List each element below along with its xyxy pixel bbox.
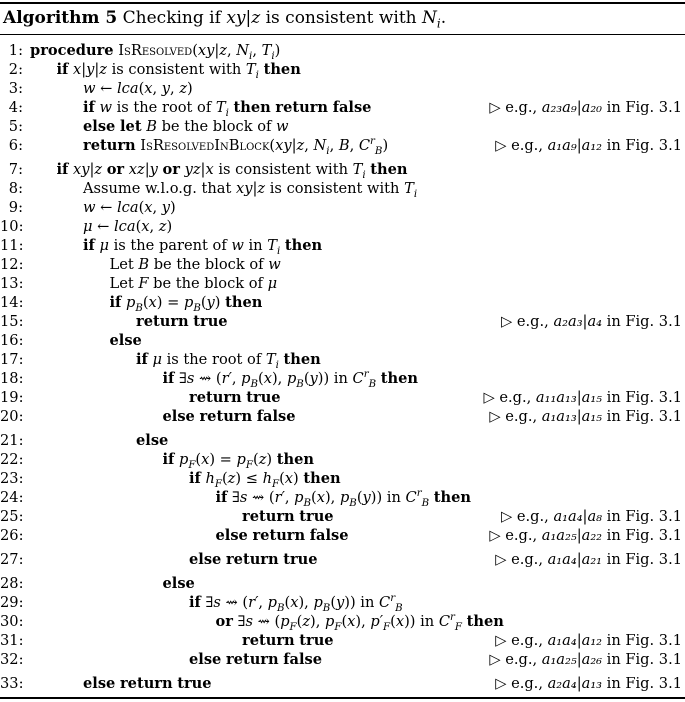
algorithm-line bbox=[0, 407, 685, 427]
line-number: 33: bbox=[0, 675, 24, 692]
line-code: if $p_B(x) = p_B(y)$ then bbox=[109, 294, 263, 314]
line-number: 13: bbox=[0, 275, 24, 292]
line-number: 4: bbox=[8, 99, 23, 116]
algorithm-line bbox=[0, 674, 685, 694]
caption-tree-sub: i bbox=[436, 16, 441, 31]
line-comment: ▷ e.g., a₁a₄|a₂₁ in Fig. 3.1 bbox=[495, 551, 682, 568]
algorithm-line bbox=[0, 631, 685, 651]
line-number: 20: bbox=[0, 408, 24, 425]
line-number: 24: bbox=[0, 489, 24, 506]
line-number: 3: bbox=[8, 80, 23, 97]
line-code: if $h_F(z) \le h_F(x)$ then bbox=[189, 470, 341, 490]
line-number: 9: bbox=[8, 199, 23, 216]
line-comment: ▷ e.g., a₁a₉|a₁₂ in Fig. 3.1 bbox=[495, 137, 682, 154]
line-code: return IsResolvedInBlock(xy|z, $N_i$, B, $C^r_B$) bbox=[83, 136, 389, 157]
algorithm-line bbox=[0, 369, 685, 389]
algorithm-line bbox=[0, 255, 685, 275]
line-code: else bbox=[136, 432, 169, 449]
line-code: else let B be the block of w bbox=[83, 118, 289, 135]
algorithm-line bbox=[0, 236, 685, 256]
line-number: 16: bbox=[0, 332, 24, 349]
algorithm-line bbox=[0, 117, 685, 137]
line-code: if $p_F(x) = p_F(z)$ then bbox=[162, 451, 314, 471]
algorithm-line bbox=[0, 179, 685, 199]
caption-suffix: . bbox=[440, 8, 447, 28]
line-number: 28: bbox=[0, 575, 24, 592]
line-number: 15: bbox=[0, 313, 24, 330]
line-number: 25: bbox=[0, 508, 24, 525]
line-code: if x|y|z is consistent with $T_i$ then bbox=[56, 61, 301, 81]
line-comment: ▷ e.g., a₁a₂₅|a₂₂ in Fig. 3.1 bbox=[489, 527, 682, 544]
caption-triplet: xy|z bbox=[226, 8, 261, 28]
line-code: else return false bbox=[162, 408, 296, 425]
caption-prefix: Checking if bbox=[122, 8, 227, 28]
algorithm-line bbox=[0, 79, 685, 99]
line-code: else bbox=[162, 575, 195, 592]
line-comment: ▷ e.g., a₁a₄|a₁₂ in Fig. 3.1 bbox=[495, 632, 682, 649]
algorithm-line bbox=[0, 60, 685, 80]
bottom-rule bbox=[0, 697, 685, 699]
line-number: 22: bbox=[0, 451, 24, 468]
line-number: 18: bbox=[0, 370, 24, 387]
line-comment: ▷ e.g., a₂a₄|a₁₃ in Fig. 3.1 bbox=[495, 675, 682, 692]
line-code: if ∃s ⇝ (r′, $p_B(x)$, $p_B(y)$) in $C^r_B$ then bbox=[162, 369, 418, 390]
line-code: return true bbox=[136, 313, 228, 330]
algorithm-caption bbox=[3, 8, 447, 31]
line-number: 23: bbox=[0, 470, 24, 487]
top-rule bbox=[0, 2, 685, 4]
algorithm-label: Algorithm 5 bbox=[3, 8, 118, 28]
line-number: 19: bbox=[0, 389, 24, 406]
line-comment: ▷ e.g., a₁a₁₃|a₁₅ in Fig. 3.1 bbox=[489, 408, 682, 425]
algorithm-line bbox=[0, 293, 685, 313]
line-number: 1: bbox=[8, 42, 23, 59]
line-code: if ∃s ⇝ (r′, $p_B(x)$, $p_B(y)$) in $C^r_B$ then bbox=[215, 488, 471, 509]
line-code: if μ is the parent of w in $T_i$ then bbox=[83, 237, 323, 257]
line-number: 32: bbox=[0, 651, 24, 668]
algorithm-line bbox=[0, 217, 685, 237]
algorithm-line bbox=[0, 488, 685, 508]
line-number: 8: bbox=[8, 180, 23, 197]
line-comment: ▷ e.g., a₂a₃|a₄ in Fig. 3.1 bbox=[501, 313, 682, 330]
line-number: 7: bbox=[8, 161, 23, 178]
algorithm-line bbox=[0, 98, 685, 118]
line-number: 14: bbox=[0, 294, 24, 311]
line-number: 5: bbox=[8, 118, 23, 135]
algorithm-line bbox=[0, 507, 685, 527]
algorithm-line bbox=[0, 550, 685, 570]
line-number: 27: bbox=[0, 551, 24, 568]
line-number: 6: bbox=[8, 137, 23, 154]
line-number: 10: bbox=[0, 218, 24, 235]
line-code: or ∃s ⇝ ($p_F(z)$, $p_F(x)$, $p'_F(x)$) in $C^r_F$ then bbox=[215, 612, 504, 633]
algorithm-line bbox=[0, 593, 685, 613]
algorithm-line bbox=[0, 41, 685, 61]
line-code: else return true bbox=[83, 675, 212, 692]
algorithm-line bbox=[0, 650, 685, 670]
caption-rule bbox=[0, 34, 685, 35]
line-code: Let F be the block of μ bbox=[109, 275, 278, 292]
line-code: else return true bbox=[189, 551, 318, 568]
line-comment: ▷ e.g., a₂₃a₉|a₂₀ in Fig. 3.1 bbox=[489, 99, 682, 116]
line-code: else return false bbox=[189, 651, 323, 668]
line-code: μ ← lca(x, z) bbox=[83, 218, 173, 235]
caption-middle: is consistent with bbox=[260, 8, 423, 28]
algorithm-line bbox=[0, 160, 685, 180]
line-number: 21: bbox=[0, 432, 24, 449]
algorithm-line bbox=[0, 274, 685, 294]
caption-tree: N bbox=[422, 8, 437, 28]
algorithm-line bbox=[0, 136, 685, 156]
line-comment: ▷ e.g., a₁a₄|a₈ in Fig. 3.1 bbox=[501, 508, 682, 525]
line-code: w ← lca(x, y, z) bbox=[83, 80, 193, 97]
line-code: else bbox=[109, 332, 142, 349]
line-number: 30: bbox=[0, 613, 24, 630]
algorithm-line bbox=[0, 198, 685, 218]
algorithm-line bbox=[0, 312, 685, 332]
algorithm-line bbox=[0, 431, 685, 451]
line-code: return true bbox=[242, 508, 334, 525]
algorithm-line bbox=[0, 469, 685, 489]
line-code: Assume w.l.o.g. that xy|z is consistent with $T_i$ bbox=[83, 180, 418, 200]
line-number: 11: bbox=[0, 237, 24, 254]
algorithm-line bbox=[0, 450, 685, 470]
algorithm-line bbox=[0, 574, 685, 594]
line-code: if w is the root of $T_i$ then return false bbox=[83, 99, 372, 119]
line-code: if μ is the root of $T_i$ then bbox=[136, 351, 321, 371]
line-comment: ▷ e.g., a₁a₂₅|a₂₆ in Fig. 3.1 bbox=[489, 651, 682, 668]
line-number: 29: bbox=[0, 594, 24, 611]
line-code: w ← lca(x, y) bbox=[83, 199, 176, 216]
algorithm-line bbox=[0, 350, 685, 370]
algorithm-line bbox=[0, 612, 685, 632]
line-code: procedure IsResolved(xy|z, $N_i$, $T_i$) bbox=[30, 42, 281, 62]
line-code: if ∃s ⇝ (r′, $p_B(x)$, $p_B(y)$) in $C^r_B$ bbox=[189, 593, 403, 614]
line-number: 26: bbox=[0, 527, 24, 544]
algorithm-line bbox=[0, 526, 685, 546]
line-number: 17: bbox=[0, 351, 24, 368]
line-number: 2: bbox=[8, 61, 23, 78]
line-code: return true bbox=[189, 389, 281, 406]
line-number: 12: bbox=[0, 256, 24, 273]
line-code: Let B be the block of w bbox=[109, 256, 281, 273]
algorithm-line bbox=[0, 388, 685, 408]
line-code: return true bbox=[242, 632, 334, 649]
line-number: 31: bbox=[0, 632, 24, 649]
line-code: else return false bbox=[215, 527, 349, 544]
line-comment: ▷ e.g., a₁₁a₁₃|a₁₅ in Fig. 3.1 bbox=[483, 389, 682, 406]
line-code: if xy|z or xz|y or yz|x is consistent with $T_i$ then bbox=[56, 161, 408, 181]
algorithm-line bbox=[0, 331, 685, 351]
